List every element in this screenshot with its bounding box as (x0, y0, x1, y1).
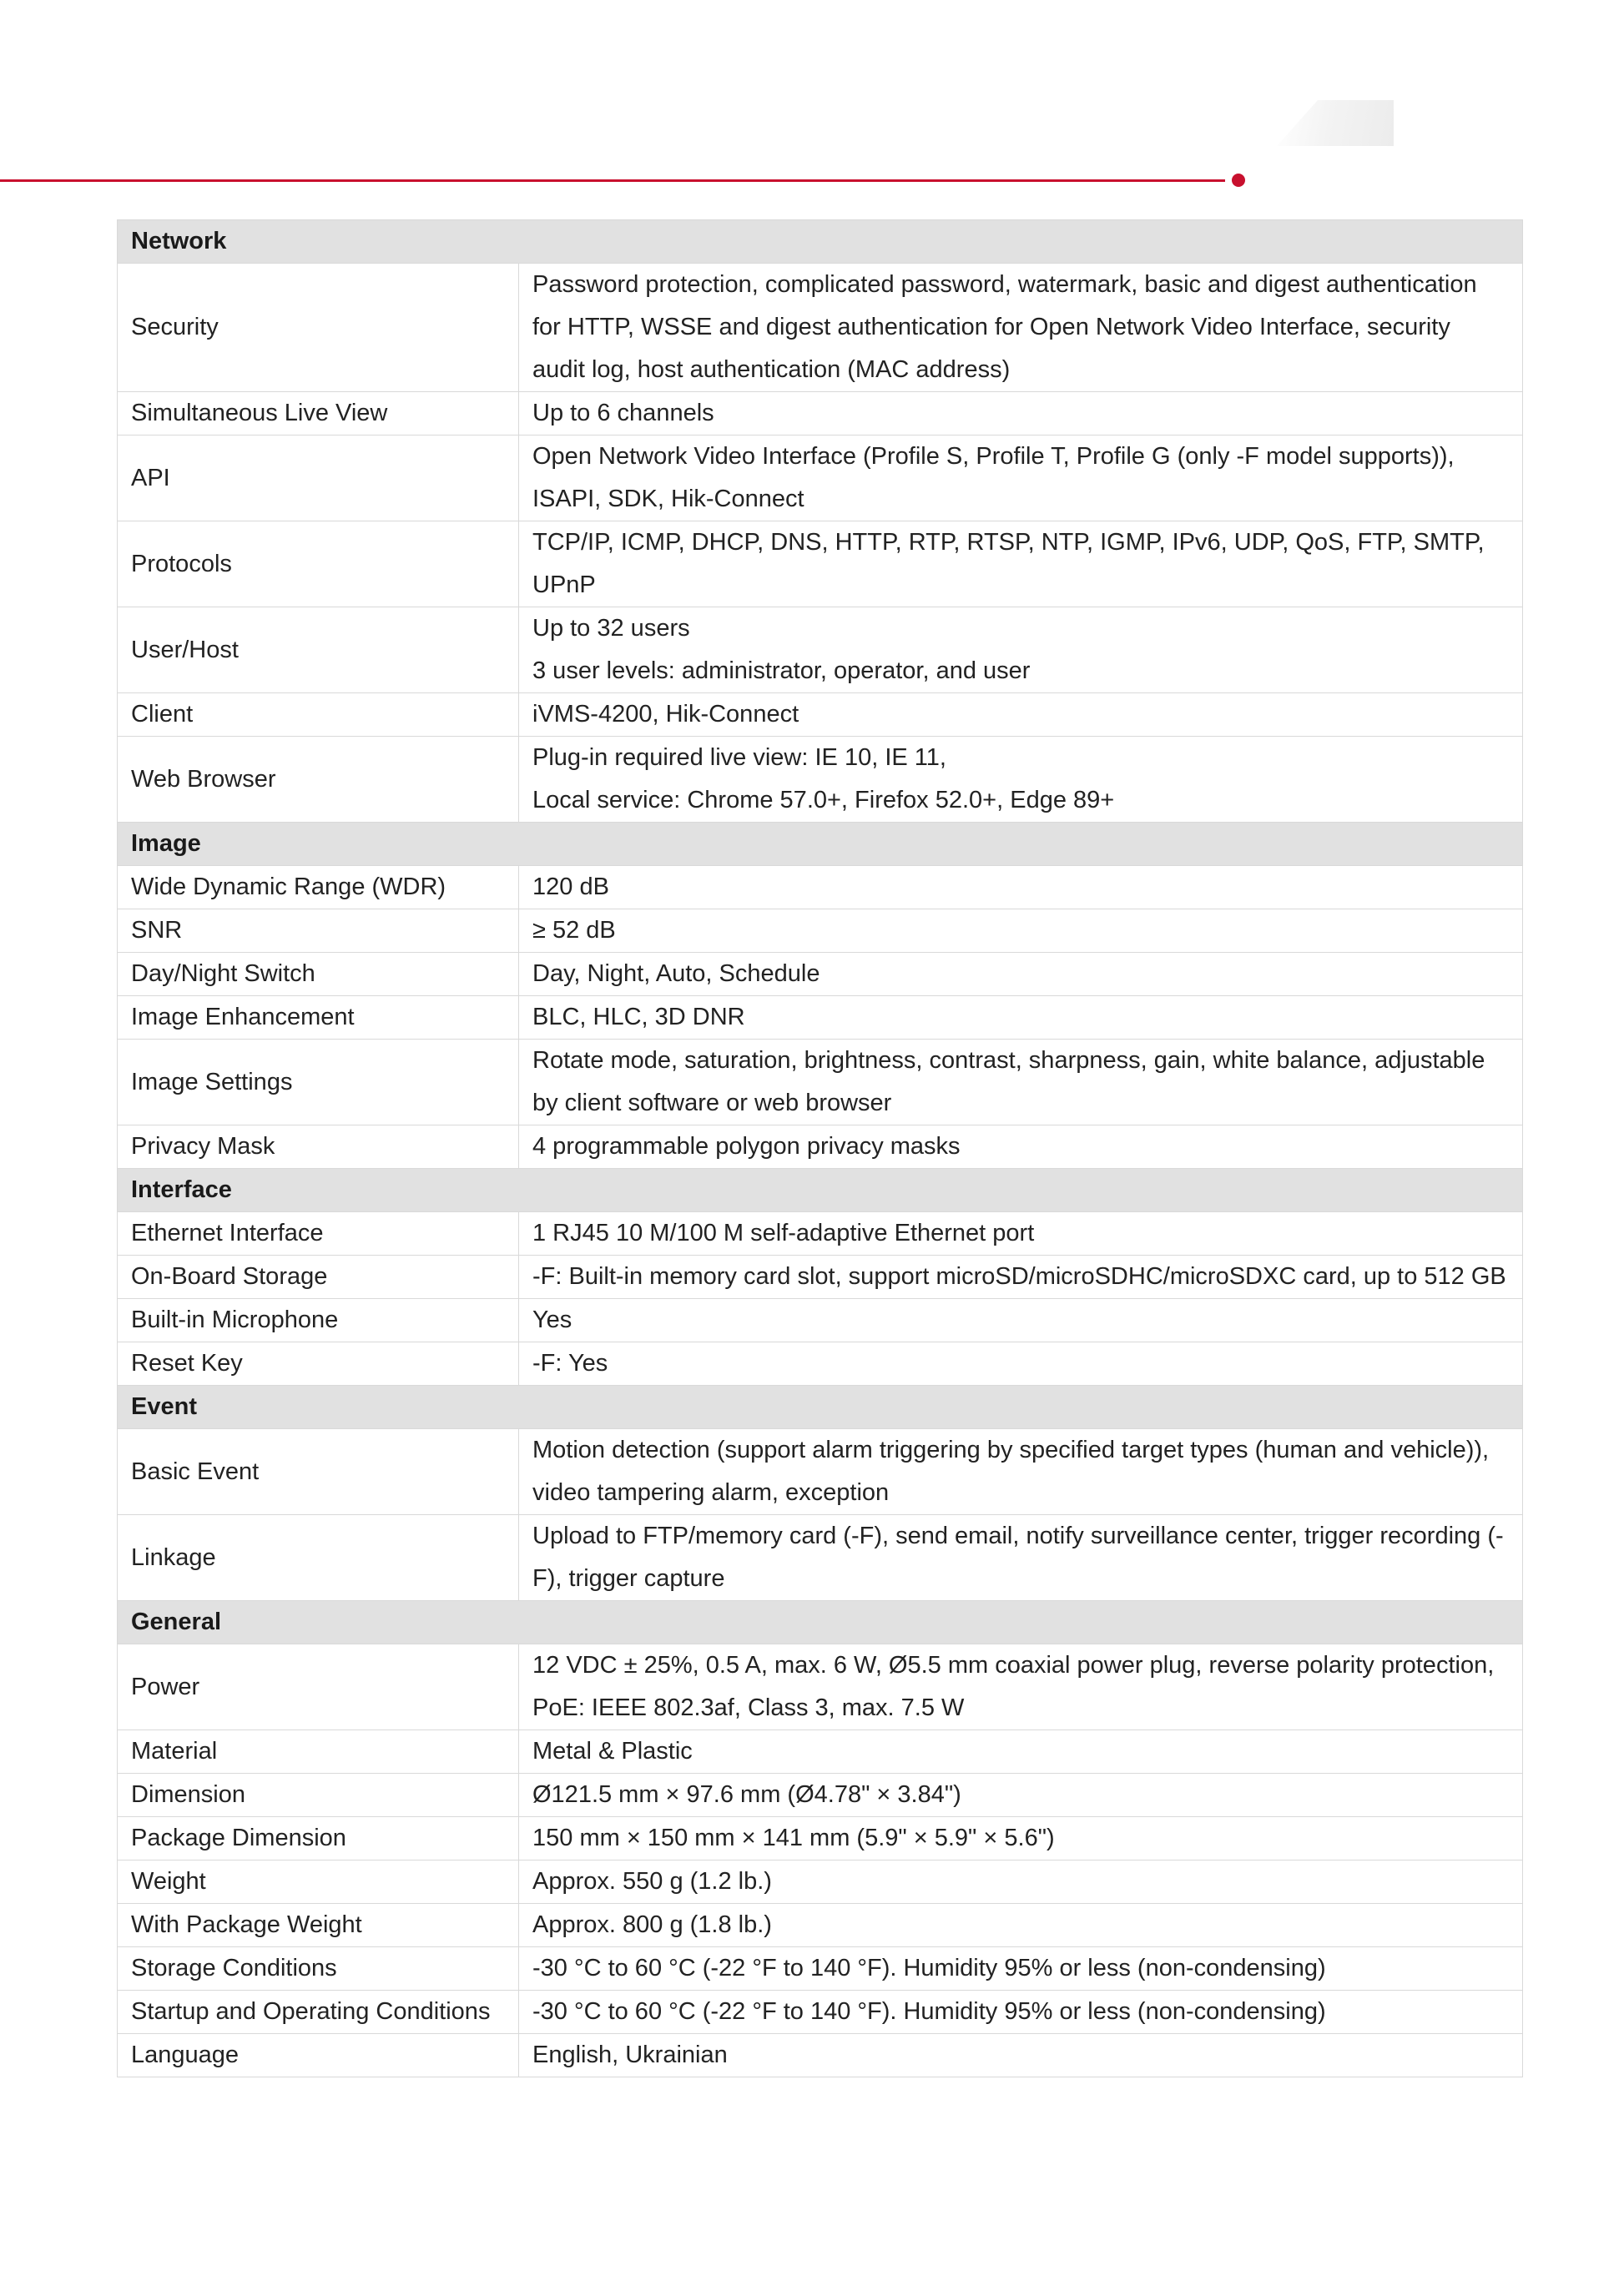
spec-value: Rotate mode, saturation, brightness, contrast, sharpness, gain, white balance, adjustable by client software or web browser (519, 1040, 1523, 1125)
spec-value: Plug-in required live view: IE 10, IE 11, Local service: Chrome 57.0+, Firefox 52.0+, Edge 89+ (519, 737, 1523, 823)
spec-label: Storage Conditions (118, 1947, 519, 1991)
spec-value: 12 VDC ± 25%, 0.5 A, max. 6 W, Ø5.5 mm coaxial power plug, reverse polarity protection, PoE: IEEE 802.3af, Class 3, max. 7.5 W (519, 1644, 1523, 1730)
table-row (118, 1515, 1523, 1601)
spec-label: Basic Event (118, 1429, 519, 1515)
spec-value: -30 °C to 60 °C (-22 °F to 140 °F). Humidity 95% or less (non-condensing) (519, 1991, 1523, 2034)
spec-label: Ethernet Interface (118, 1212, 519, 1256)
spec-value: Yes (519, 1299, 1523, 1342)
spec-value: Open Network Video Interface (Profile S, Profile T, Profile G (only -F model supports)), ISAPI, SDK, Hik-Connect (519, 436, 1523, 521)
spec-value: TCP/IP, ICMP, DHCP, DNS, HTTP, RTP, RTSP, NTP, IGMP, IPv6, UDP, QoS, FTP, SMTP, UPnP (519, 521, 1523, 607)
spec-value: Password protection, complicated password, watermark, basic and digest authentication for HTTP, WSSE and digest authentication for Open Network Video Interface, security audit log, host authentication (MAC address) (519, 264, 1523, 392)
table-row (118, 607, 1523, 693)
section-header-general (118, 1601, 1523, 1644)
table-row (118, 1904, 1523, 1947)
section-title: General (118, 1601, 1523, 1644)
spec-label: Linkage (118, 1515, 519, 1601)
table-row (118, 866, 1523, 909)
table-row (118, 1342, 1523, 1386)
logo-shape (1277, 100, 1394, 146)
table-row (118, 436, 1523, 521)
spec-value: 1 RJ45 10 M/100 M self-adaptive Ethernet port (519, 1212, 1523, 1256)
spec-value: ≥ 52 dB (519, 909, 1523, 953)
spec-label: Protocols (118, 521, 519, 607)
spec-value: -F: Yes (519, 1342, 1523, 1386)
table-row (118, 264, 1523, 392)
spec-value: Metal & Plastic (519, 1730, 1523, 1774)
section-header-network (118, 220, 1523, 264)
spec-label: Simultaneous Live View (118, 392, 519, 436)
section-header-interface (118, 1169, 1523, 1212)
header-rule (0, 179, 1225, 182)
header-rule-dot (1232, 174, 1245, 187)
spec-label: Language (118, 2034, 519, 2077)
table-row (118, 996, 1523, 1040)
spec-label: With Package Weight (118, 1904, 519, 1947)
spec-value: 120 dB (519, 866, 1523, 909)
table-row (118, 1125, 1523, 1169)
spec-value: -30 °C to 60 °C (-22 °F to 140 °F). Humidity 95% or less (non-condensing) (519, 1947, 1523, 1991)
table-row (118, 1256, 1523, 1299)
spec-value: Upload to FTP/memory card (-F), send email, notify surveillance center, trigger recording (-F), trigger capture (519, 1515, 1523, 1601)
table-row (118, 392, 1523, 436)
table-row (118, 1040, 1523, 1125)
table-row (118, 1644, 1523, 1730)
table-row (118, 1299, 1523, 1342)
table-row (118, 1212, 1523, 1256)
spec-label: Privacy Mask (118, 1125, 519, 1169)
table-row (118, 1429, 1523, 1515)
spec-value: Day, Night, Auto, Schedule (519, 953, 1523, 996)
spec-label: SNR (118, 909, 519, 953)
spec-label: Image Settings (118, 1040, 519, 1125)
table-row (118, 1860, 1523, 1904)
table-row (118, 521, 1523, 607)
spec-label: Power (118, 1644, 519, 1730)
spec-table-body (118, 220, 1523, 2077)
spec-value: Up to 6 channels (519, 392, 1523, 436)
spec-label: Material (118, 1730, 519, 1774)
section-title: Interface (118, 1169, 1523, 1212)
spec-label: Web Browser (118, 737, 519, 823)
spec-value: Up to 32 users 3 user levels: administrator, operator, and user (519, 607, 1523, 693)
spec-label: Wide Dynamic Range (WDR) (118, 866, 519, 909)
spec-label: Security (118, 264, 519, 392)
table-row (118, 1730, 1523, 1774)
spec-label: Reset Key (118, 1342, 519, 1386)
section-title: Image (118, 823, 1523, 866)
spec-value: Approx. 550 g (1.2 lb.) (519, 1860, 1523, 1904)
section-title: Event (118, 1386, 1523, 1429)
spec-value: iVMS-4200, Hik-Connect (519, 693, 1523, 737)
spec-value: 4 programmable polygon privacy masks (519, 1125, 1523, 1169)
section-header-event (118, 1386, 1523, 1429)
table-row (118, 1991, 1523, 2034)
spec-label: API (118, 436, 519, 521)
spec-label: Weight (118, 1860, 519, 1904)
spec-value: Ø121.5 mm × 97.6 mm (Ø4.78" × 3.84") (519, 1774, 1523, 1817)
section-header-image (118, 823, 1523, 866)
spec-label: Startup and Operating Conditions (118, 1991, 519, 2034)
table-row (118, 1774, 1523, 1817)
spec-label: Built-in Microphone (118, 1299, 519, 1342)
spec-label: Package Dimension (118, 1817, 519, 1860)
table-row (118, 909, 1523, 953)
spec-label: Image Enhancement (118, 996, 519, 1040)
table-row (118, 1947, 1523, 1991)
spec-label: Client (118, 693, 519, 737)
spec-value: Motion detection (support alarm triggering by specified target types (human and vehicle)), video tampering alarm, exception (519, 1429, 1523, 1515)
spec-value: Approx. 800 g (1.8 lb.) (519, 1904, 1523, 1947)
spec-value: 150 mm × 150 mm × 141 mm (5.9" × 5.9" × 5.6") (519, 1817, 1523, 1860)
spec-label: Day/Night Switch (118, 953, 519, 996)
spec-label: On-Board Storage (118, 1256, 519, 1299)
spec-value: English, Ukrainian (519, 2034, 1523, 2077)
table-row (118, 1817, 1523, 1860)
table-row (118, 693, 1523, 737)
table-row (118, 737, 1523, 823)
spec-table (117, 219, 1523, 2077)
spec-label: User/Host (118, 607, 519, 693)
spec-label: Dimension (118, 1774, 519, 1817)
table-row (118, 2034, 1523, 2077)
table-row (118, 953, 1523, 996)
section-title: Network (118, 220, 1523, 264)
spec-value: BLC, HLC, 3D DNR (519, 996, 1523, 1040)
spec-value: -F: Built-in memory card slot, support microSD/microSDHC/microSDXC card, up to 512 GB (519, 1256, 1523, 1299)
